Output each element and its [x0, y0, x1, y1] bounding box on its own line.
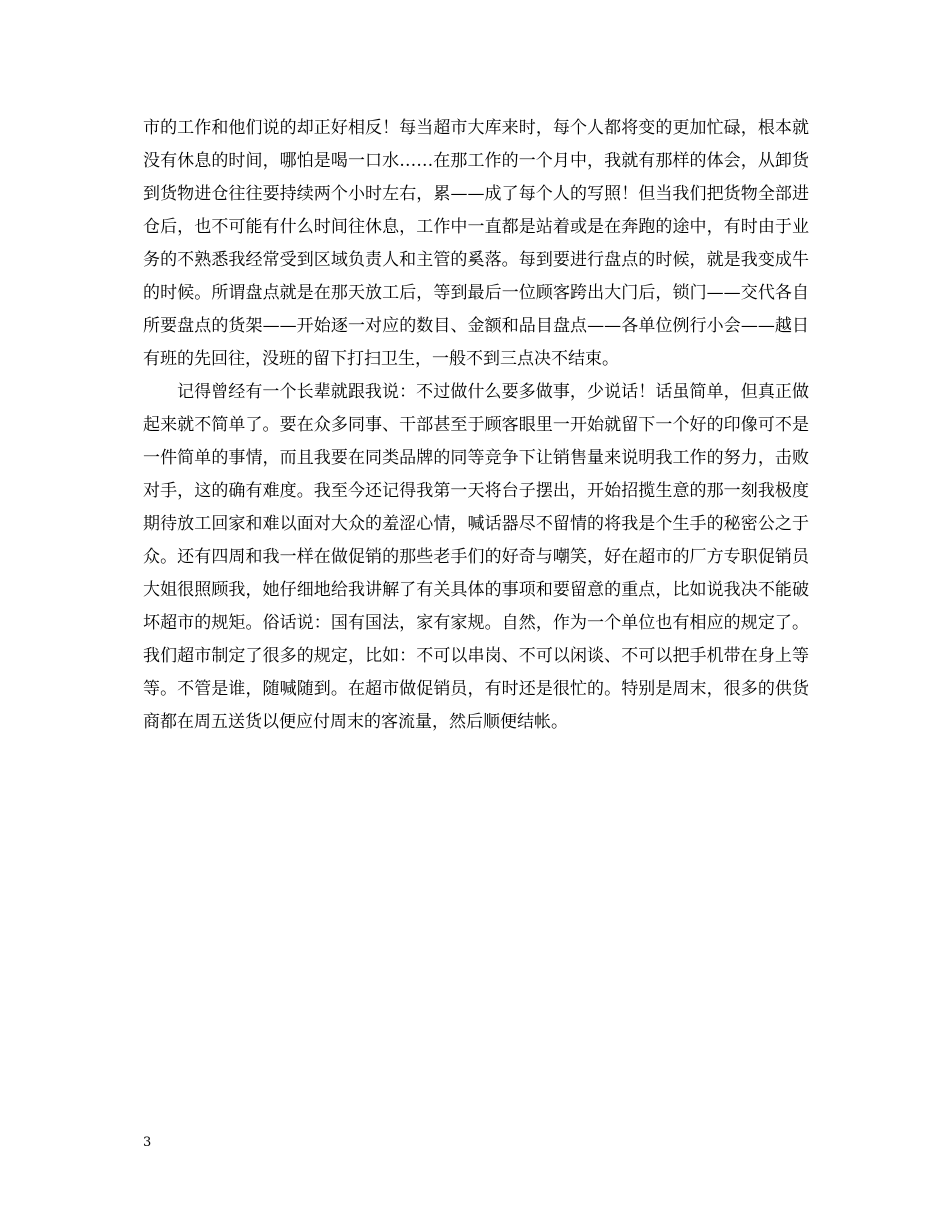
body-text — [143, 112, 809, 739]
paragraph-continued: 市的工作和他们说的却正好相反！每当超市大库来时，每个人都将变的更加忙碌，根本就没有休息的时间，哪怕是喝一口水……在那工作的一个月中，我就有那样的体会，从卸货到货物进仓往往要持续两个小时左右，累——成了每个人的写照！但当我们把货物全部进仓后，也不可能有什么时间往休息，工作中一直都是站着或是在奔跑的途中，有时由于业务的不熟悉我经常受到区域负责人和主管的奚落。每到要进行盘点的时候，就是我变成牛的时候。所谓盘点就是在那天放工后，等到最后一位顾客跨出大门后，锁门——交代各自所要盘点的货架——开始逐一对应的数目、金额和品目盘点——各单位例行小会——越日有班的先回往，没班的留下打扫卫生，一般不到三点决不结束。 — [143, 118, 809, 369]
page-number: 3 — [143, 1135, 152, 1150]
paragraph-elder-advice: 记得曾经有一个长辈就跟我说：不过做什么要多做事，少说话！话虽简单，但真正做起来就不简单了。要在众多同事、干部甚至于顾客眼里一开始就留下一个好的印像可不是一件简单的事情，而且我要在同类品牌的同等竞争下让销售量来说明我工作的努力，击败对手，这的确有难度。我至今还记得我第一天将台子摆出，开始招揽生意的那一刻我极度期待放工回家和难以面对大众的羞涩心情，喊话器尽不留情的将我是个生手的秘密公之于众。还有四周和我一样在做促销的那些老手们的好奇与嘲笑，好在超市的厂方专职促销员大姐很照顾我，她仔细地给我讲解了有关具体的事项和要留意的重点，比如说我决不能破坏超市的规矩。俗话说：国有国法，家有家规。自然，作为一个单位也有相应的规定了。我们超市制定了很多的规定，比如：不可以串岗、不可以闲谈、不可以把手机带在身上等等。不管是谁，随喊随到。在超市做促销员，有时还是很忙的。特别是周末，很多的供货商都在周五送货以便应付周末的客流量，然后顺便结帐。 — [143, 382, 809, 732]
